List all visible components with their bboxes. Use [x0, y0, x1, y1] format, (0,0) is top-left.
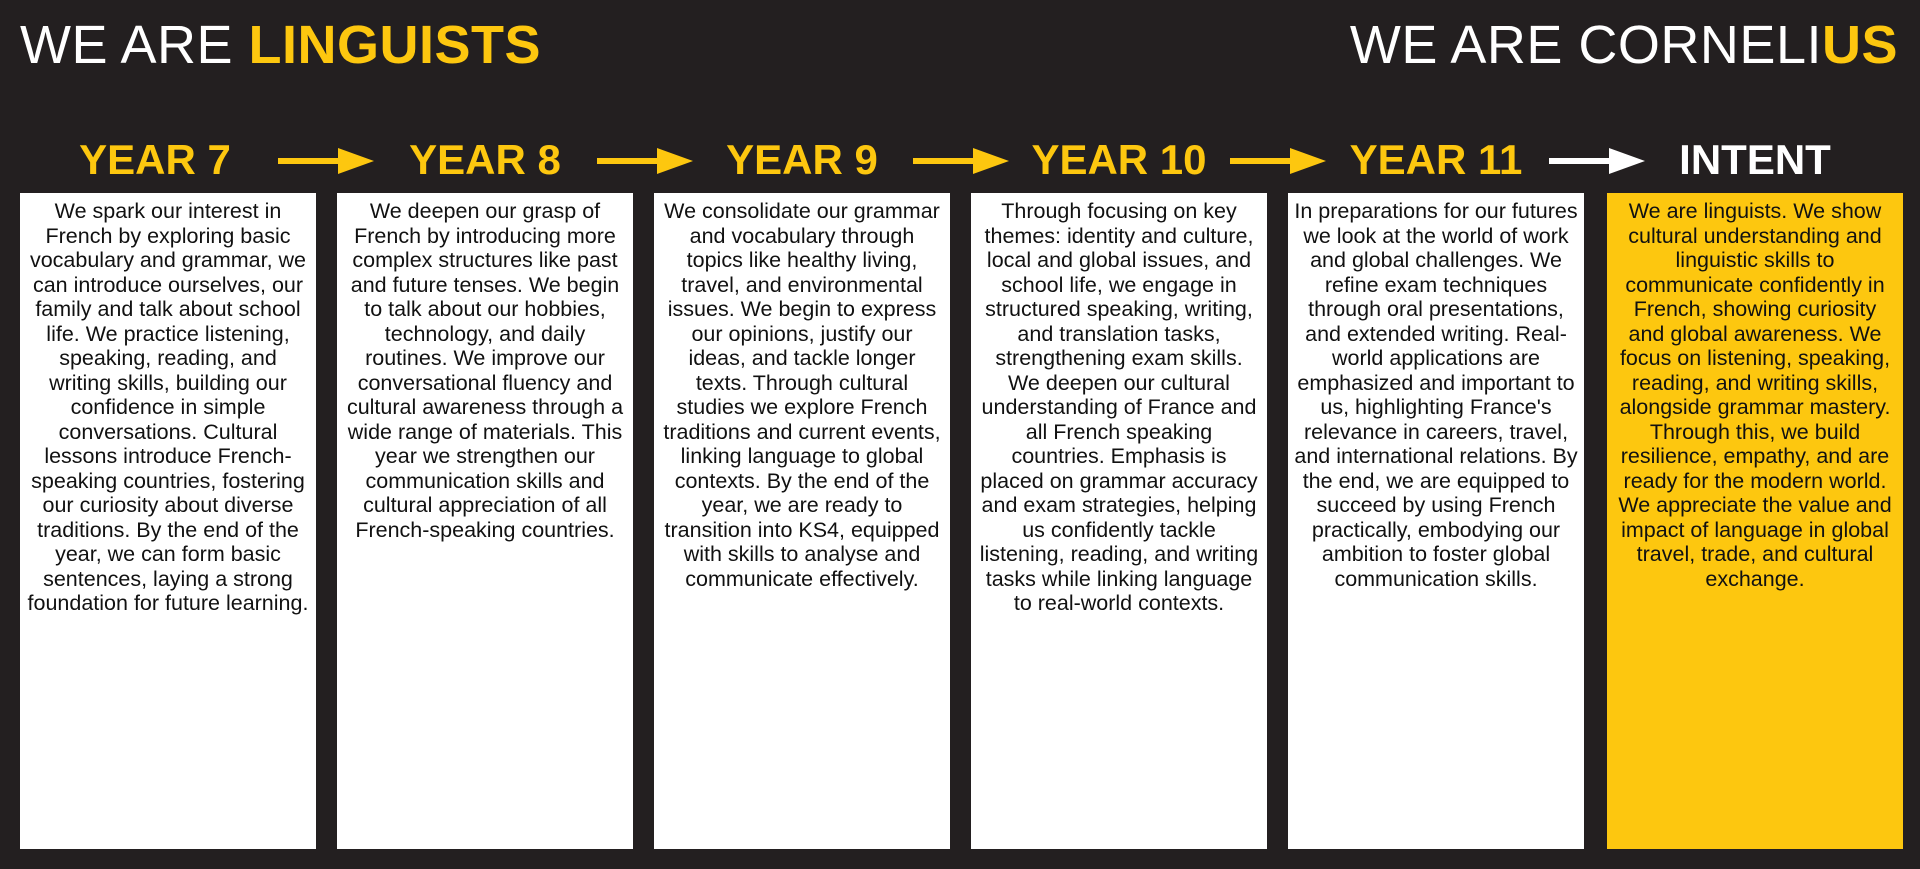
stage-label-year-9: YEAR 9 — [726, 136, 878, 183]
header-left-highlight: LINGUISTS — [248, 15, 542, 75]
stage-label-year-7: YEAR 7 — [79, 136, 231, 183]
stage-label-year-10: YEAR 10 — [1031, 136, 1207, 183]
stage-label-year-8: YEAR 8 — [409, 136, 561, 183]
year-7-card: We spark our interest in French by exploring basic vocabulary and grammar, we can introduce ourselves, our family and talk about school life. We practice listening, speaking, reading, and writing skills, building our confidence in simple conversations. Cultural lessons introduce French-speaking countries, fostering our curiosity about diverse traditions. By the end of the year, we can form basic sentences, laying a strong foundation for future learning. — [20, 193, 316, 849]
header-right-prefix: WE ARE CORNELI — [1349, 15, 1822, 75]
year-10-card: Through focusing on key themes: identity and culture, local and global issues, and school life, we engage in structured speaking, writing, and translation tasks, strengthening exam skills. We deepen our cultural understanding of France and all French speaking countries. Emphasis is placed on grammar accuracy and exam strategies, helping us confidently tackle listening, reading, and writing tasks while linking language to real-world contexts. — [971, 193, 1267, 849]
year-9-card: We consolidate our grammar and vocabulary through topics like healthy living, travel, and environmental issues. We begin to express our opinions, justify our ideas, and tackle longer texts. Through cultural studies we explore French traditions and current events, linking language to global contexts. By the end of the year, we are ready to transition into KS4, equipped with skills to analyse and communicate effectively. — [654, 193, 950, 849]
stage-label-intent: INTENT — [1679, 136, 1831, 183]
year-11-card: In preparations for our futures we look at the world of work and global challenges. We refine exam techniques through oral presentations, and extended writing. Real-world applications are emphasized and important to us, highlighting France's relevance in careers, travel, and international relations. By the end, we are equipped to succeed by using French practically, embodying our ambition to foster global communication skills. — [1288, 193, 1584, 849]
header-left-prefix: WE ARE — [20, 15, 249, 75]
intent-card: We are linguists. We show cultural understanding and linguistic skills to communicate confidently in French, showing curiosity and global awareness. We focus on listening, speaking, reading, and writing skills, alongside grammar mastery. Through this, we build resilience, empathy, and are ready for the modern world. We appreciate the value and impact of language in global travel, trade, and cultural exchange. — [1607, 193, 1903, 849]
year-8-card: We deepen our grasp of French by introducing more complex structures like past and future tenses. We begin to talk about our hobbies, technology, and daily routines. We improve our conversational fluency and cultural awareness through a wide range of materials. This year we strengthen our communication skills and cultural appreciation of all French-speaking countries. — [337, 193, 633, 849]
header-we-are-cornelius — [1350, 14, 1898, 76]
stage-label-year-11: YEAR 11 — [1349, 136, 1523, 183]
header-we-are-linguists — [20, 14, 541, 76]
header-right-highlight: US — [1821, 15, 1898, 75]
stage-labels-row — [0, 132, 1920, 192]
